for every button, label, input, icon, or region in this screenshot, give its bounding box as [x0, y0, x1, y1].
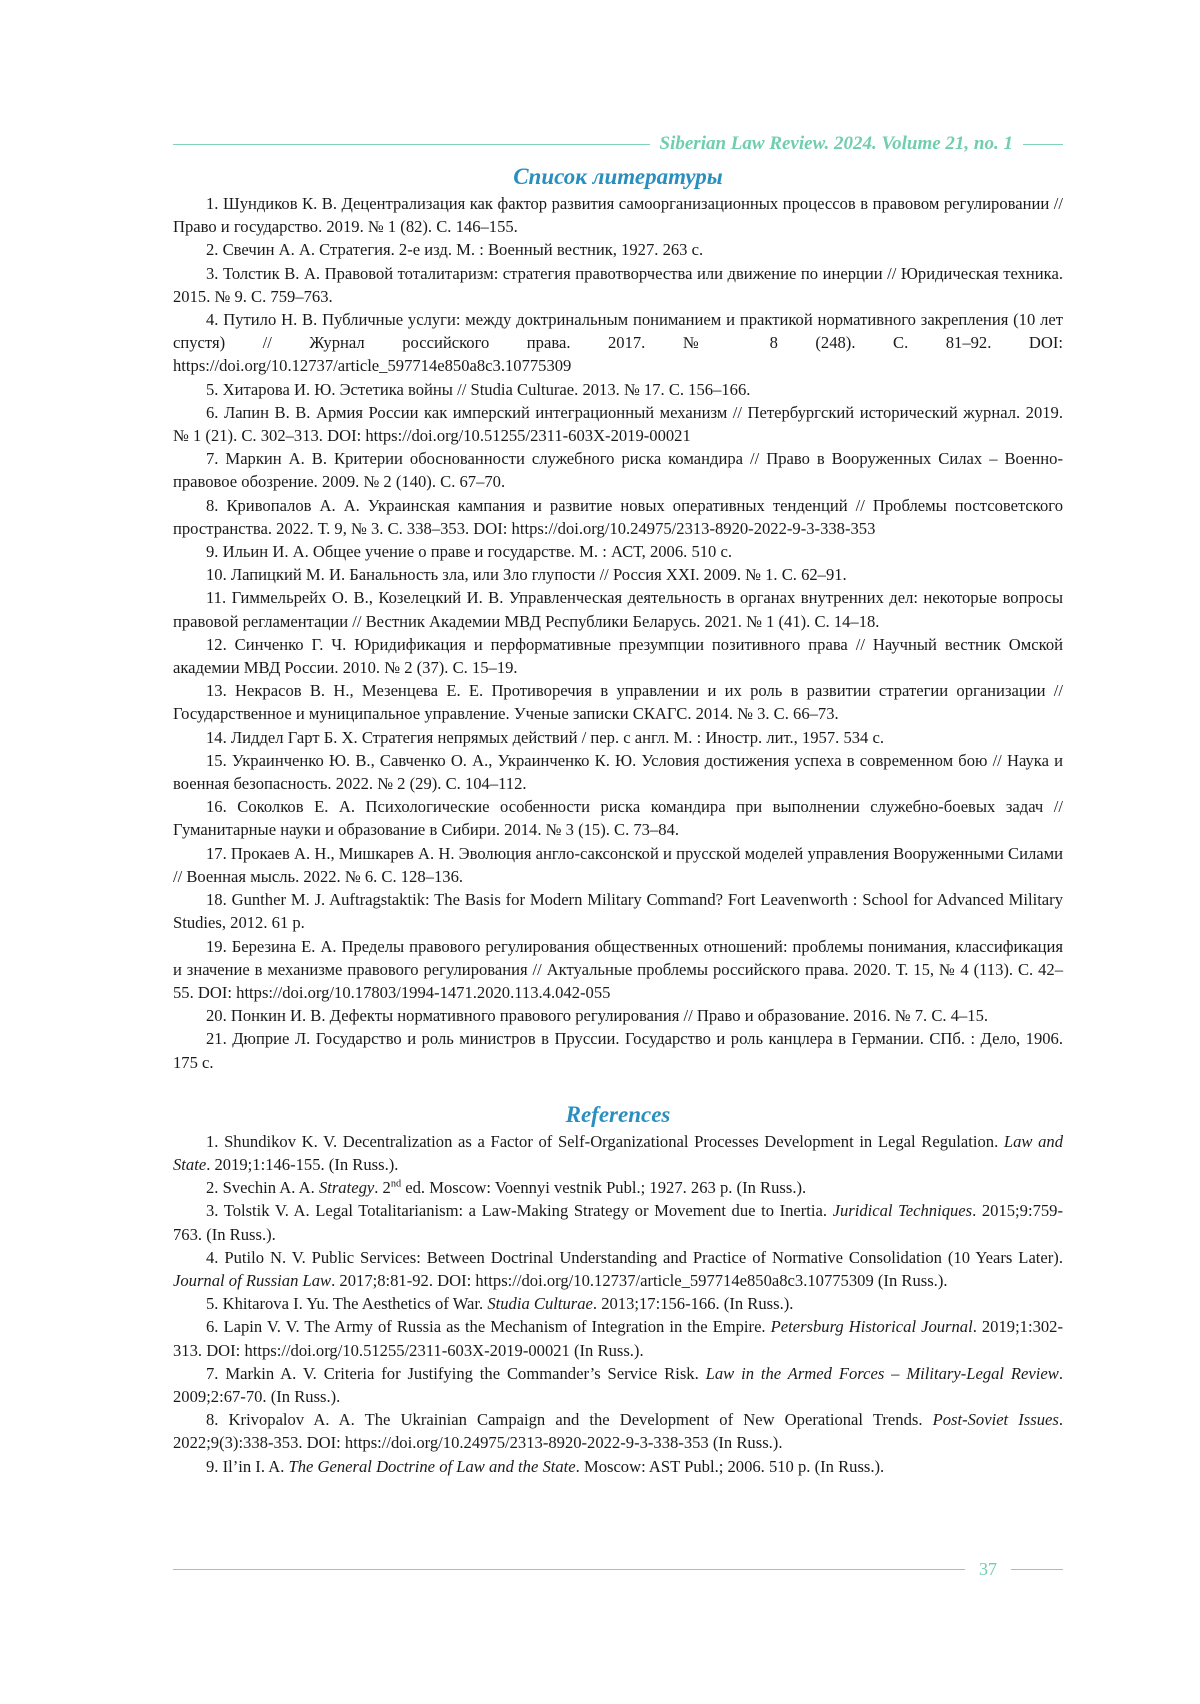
reference-item: 9. Ильин И. А. Общее учение о праве и государстве. М. : АСТ, 2006. 510 с.	[206, 542, 732, 562]
reference-source: Studia Culturae	[487, 1294, 593, 1314]
reference-item: 20. Понкин И. В. Дефекты нормативного правового регулирования // Право и образование. 2016. № 7. С. 4–15.	[206, 1006, 989, 1026]
header-rule-left	[173, 144, 650, 145]
reference-item: 21. Дюприе Л. Государство и роль министров в Пруссии. Государство и роль канцлера в Германии. СПб. : Дело, 1906. 175 с.	[173, 1029, 1063, 1072]
reference-source: Petersburg Historical Journal	[770, 1317, 973, 1337]
reference-item	[173, 1292, 1063, 1315]
reference-source: Post-Soviet Issues	[932, 1410, 1059, 1430]
reference-item	[173, 1246, 1063, 1292]
footer-rule-left	[173, 1569, 965, 1570]
english-references-title: References	[565, 1101, 671, 1127]
reference-text: . 2nd ed. Moscow: Voennyi vestnik Publ.; 1927. 263 p. (In Russ.).	[374, 1178, 807, 1198]
reference-text: 2. Svechin A. A.	[206, 1178, 319, 1198]
reference-text: . 2013;17:156-166. (In Russ.).	[592, 1294, 794, 1314]
reference-item	[173, 1176, 1063, 1199]
reference-item	[173, 1362, 1063, 1408]
header-rule-right	[1023, 144, 1063, 145]
reference-text: 1. Shundikov K. V. Decentralization as a Factor of Self-Organizational Processes Development in Legal Regulation.	[206, 1131, 1004, 1151]
reference-item: 15. Украинченко Ю. В., Савченко О. А., Украинченко К. Ю. Условия достижения успеха в современном бою // Наука и военная безопасность. 2022. № 2 (29). С. 104–112.	[173, 750, 1063, 794]
reference-text: 7. Markin A. V. Criteria for Justifying the Commander’s Service Risk.	[206, 1363, 706, 1383]
reference-source: Journal of Russian Law	[173, 1270, 332, 1290]
reference-item: 19. Березина Е. А. Пределы правового регулирования общественных отношений: проблемы понимания, классификация и значение в механизме правового регулирования // Актуальные проблемы российского права. 2020. Т. 15, № 4 (113). С. 42–55. DOI: https://doi.org/10.17803/1994-1471.2020.113.4.042-055	[173, 936, 1063, 1002]
reference-item: 6. Лапин В. В. Армия России как имперский интеграционный механизм // Петербургский исторический журнал. 2019. № 1 (21). С. 302–313. DOI: https://doi.org/10.51255/2311-603X-2019-00021	[173, 402, 1063, 446]
page-number: 37	[979, 1558, 997, 1579]
reference-item: 17. Прокаев А. Н., Мишкарев А. Н. Эволюция англо-саксонской и прусской моделей управления Вооруженными Силами // Военная мысль. 2022. № 6. С. 128–136.	[173, 843, 1063, 886]
reference-item: 13. Некрасов В. Н., Мезенцева Е. Е. Противоречия в управлении и их роль в развитии стратегии организации // Государственное и муниципальное управление. Ученые записки СКАГС. 2014. № 3. С. 66–73.	[173, 681, 1063, 724]
reference-item	[173, 1315, 1063, 1361]
reference-item: 11. Гиммельрейх О. В., Козелецкий И. В. Управленческая деятельность в органах внутренних дел: некоторые вопросы правовой регламентации // Вестник Академии МВД Республики Беларусь. 2021. № 1 (41). С. 14–18.	[173, 588, 1063, 631]
reference-item	[173, 1130, 1063, 1176]
reference-text: . 2015;9:759-763. (In Russ.).	[173, 1201, 1063, 1244]
reference-source: Juridical Techniques	[832, 1201, 973, 1221]
reference-item	[173, 1199, 1063, 1245]
reference-source: Strategy	[318, 1178, 375, 1198]
reference-text: 4. Putilo N. V. Public Services: Between Doctrinal Understanding and Practice of Normative Consolidation (10 Years Later).	[206, 1247, 1063, 1267]
reference-text: 6. Lapin V. V. The Army of Russia as the Mechanism of Integration in the Empire.	[206, 1317, 771, 1337]
reference-source: Law in the Armed Forces – Military-Legal Review	[705, 1363, 1059, 1383]
reference-item: 8. Кривопалов А. А. Украинская кампания и развитие новых оперативных тенденций // Проблемы постсоветского пространства. 2022. Т. 9, № 3. С. 338–353. DOI: https://doi.org/10.24975/2313-8920-2022-9-3-338-353	[173, 495, 1063, 538]
reference-text: . 2022;9(3):338-353. DOI: https://doi.org/10.24975/2313-8920-2022-9-3-338-353 (In Russ.).	[173, 1410, 1063, 1453]
reference-source: Law and State	[173, 1131, 1063, 1174]
reference-item: 3. Толстик В. А. Правовой тоталитаризм: стратегия правотворчества или движение по инерции // Юридическая техника. 2015. № 9. С. 759–763.	[173, 263, 1063, 306]
journal-title: Siberian Law Review. 2024. Volume 21, no. 1	[659, 133, 1013, 154]
reference-item: 1. Шундиков К. В. Децентрализация как фактор развития самоорганизационных процессов в правовом регулировании // Право и государство. 2019. № 1 (82). С. 146–155.	[173, 194, 1063, 237]
reference-source: The General Doctrine of Law and the State	[288, 1456, 576, 1476]
content	[173, 162, 1063, 1478]
reference-item	[173, 1455, 1063, 1478]
reference-item: 7. Маркин А. В. Критерии обоснованности служебного риска командира // Право в Вооруженных Силах – Военно-правовое обозрение. 2009. № 2 (140). С. 67–70.	[173, 449, 1063, 492]
reference-item: 5. Хитарова И. Ю. Эстетика войны // Studia Culturae. 2013. № 17. С. 156–166.	[206, 379, 751, 399]
reference-text: 5. Khitarova I. Yu. The Aesthetics of War.	[206, 1294, 488, 1314]
reference-item: 16. Соколков Е. А. Психологические особенности риска командира при выполнении служебно-боевых задач // Гуманитарные науки и образование в Сибири. 2014. № 3 (15). С. 73–84.	[173, 797, 1063, 840]
reference-text: . 2017;8:81-92. DOI: https://doi.org/10.12737/article_597714e850a8c3.10775309 (In Russ.).	[331, 1270, 948, 1290]
reference-item: 18. Gunther M. J. Auftragstaktik: The Basis for Modern Military Command? Fort Leavenworth : School for Advanced Military Studies, 2012. 61 p.	[173, 890, 1063, 933]
reference-item: 4. Путило Н. В. Публичные услуги: между доктринальным пониманием и практикой нормативного закрепления (10 лет спустя) // Журнал российского права. 2017. № 8 (248). С. 81–92. DOI: https://doi.org/10.12737/article_597714e850a8c3.10775309	[173, 310, 1063, 376]
reference-text: . 2019;1:302-313. DOI: https://doi.org/10.51255/2311-603X-2019-00021 (In Russ.).	[173, 1317, 1063, 1360]
reference-item	[173, 1408, 1063, 1454]
reference-text: . Moscow: AST Publ.; 2006. 510 p. (In Russ.).	[575, 1456, 885, 1476]
russian-references-title: Список литературы	[513, 164, 723, 189]
reference-item: 10. Лапицкий М. И. Банальность зла, или Зло глупости // Россия XXI. 2009. № 1. С. 62–91.	[206, 565, 847, 585]
footer-rule-right	[1011, 1569, 1063, 1570]
reference-item: 12. Синченко Г. Ч. Юридификация и перформативные презумпции позитивного права // Научный вестник Омской академии МВД России. 2010. № 2 (37). С. 15–19.	[173, 634, 1063, 678]
reference-text: 9. Il’in I. A.	[206, 1456, 289, 1476]
running-footer	[173, 1558, 1063, 1580]
reference-text: 3. Tolstik V. A. Legal Totalitarianism: a Law-Making Strategy or Movement due to Inertia.	[206, 1201, 833, 1221]
running-header	[173, 132, 1063, 156]
reference-text: . 2019;1:146-155. (In Russ.).	[206, 1154, 399, 1174]
reference-text: . 2009;2:67-70. (In Russ.).	[173, 1363, 1063, 1406]
reference-item: 14. Лиддел Гарт Б. Х. Стратегия непрямых действий / пер. с англ. М. : Иностр. лит., 1957. 534 с.	[206, 727, 884, 747]
reference-item: 2. Свечин А. А. Стратегия. 2-е изд. М. : Военный вестник, 1927. 263 с.	[206, 240, 704, 260]
russian-reference-list	[173, 192, 1063, 1074]
english-reference-list	[173, 1130, 1063, 1478]
section-spacer	[173, 1074, 1063, 1100]
reference-text: 8. Krivopalov A. A. The Ukrainian Campaign and the Development of New Operational Trends.	[206, 1410, 933, 1430]
